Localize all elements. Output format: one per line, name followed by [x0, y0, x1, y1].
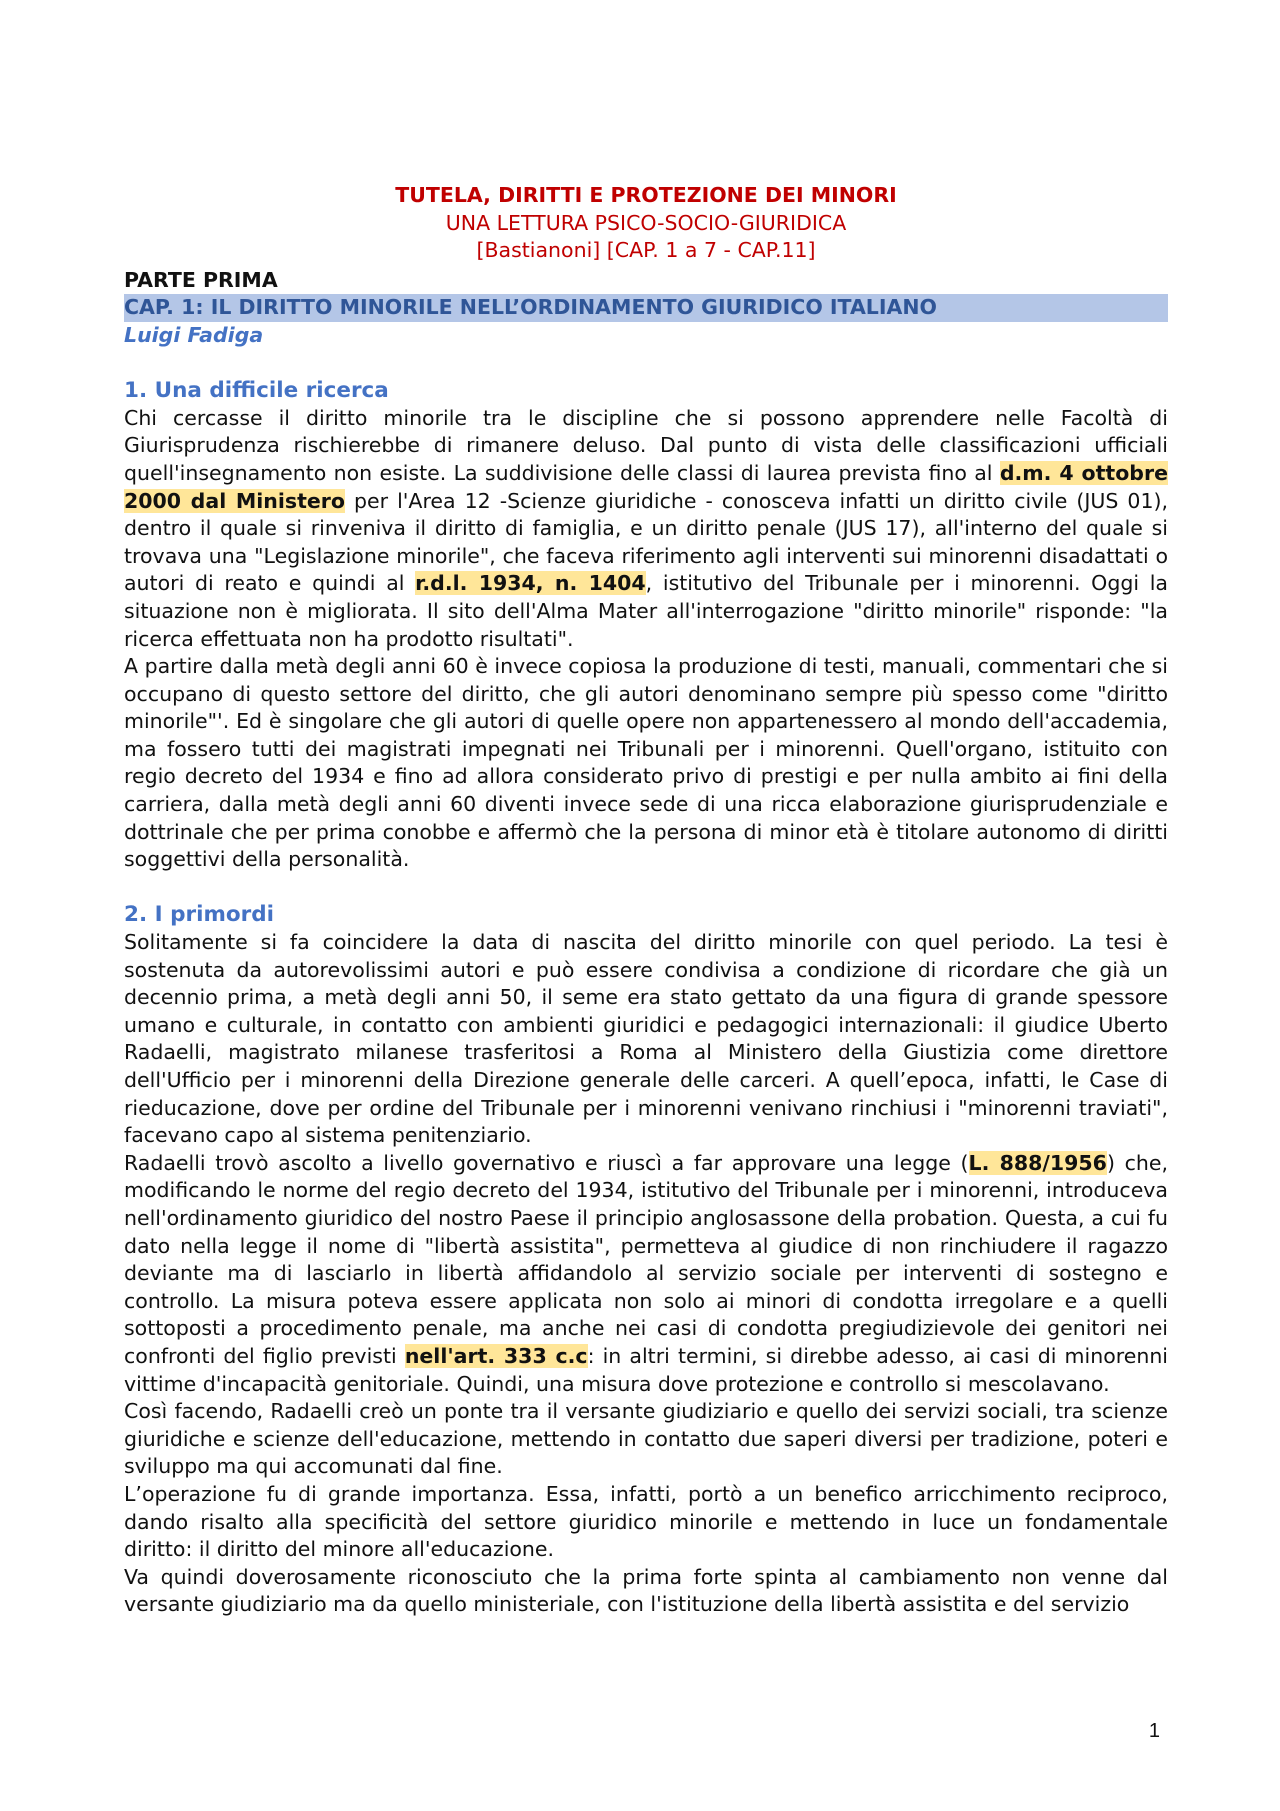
body-paragraph	[124, 1481, 1168, 1564]
sections-container	[124, 377, 1168, 1619]
chapter-author: Luigi Fadiga	[124, 322, 264, 347]
paragraph-text: Va quindi doverosamente riconosciuto che la prima forte spinta al cambiamento non venne dal versante giudiziario ma da quello ministeriale, con l'istituzione della libertà assistita e del servizio	[124, 1564, 1168, 1617]
paragraph-text: , istitutivo del Tribunale per i minorenni. Oggi la situazione non è migliorata. Il sito dell'Alma Mater all'interrogazione "diritto minorile" risponde: "la ricerca effettuata non ha prodotto risultati".	[124, 571, 1168, 651]
body-paragraph	[124, 405, 1168, 653]
legal-reference-highlight: L. 888/1956	[968, 1150, 1107, 1175]
body-paragraph	[124, 929, 1168, 1150]
section-heading: 1. Una difficile ricerca	[124, 378, 389, 404]
paragraph-text: per l'Area 12 -Scienze giuridiche - conosceva infatti un diritto civile (JUS 01), dentro il quale si rinveniva il diritto di famiglia, e un diritto penale (JUS 17), all'interno del quale si trovava una "Legislazione minorile", che faceva riferimento agli interventi sui minorenni disadattati o autori di reato e quindi al	[124, 488, 1169, 596]
document-source: [Bastianoni] [CAP. 1 a 7 - CAP.11]	[476, 238, 816, 263]
legal-reference-highlight: nell'art. 333 c.c	[404, 1343, 588, 1368]
page-number: 1	[1148, 1720, 1160, 1742]
body-paragraph	[124, 653, 1168, 874]
document-page	[124, 182, 1168, 1619]
chapter-heading: CAP. 1: IL DIRITTO MINORILE NELL’ORDINAMENTO GIURIDICO ITALIANO	[124, 294, 1168, 322]
legal-reference-highlight: d.m. 4 ottobre 2000 dal Ministero	[124, 460, 1168, 513]
paragraph-text: Così facendo, Radaelli creò un ponte tra il versante giudiziario e quello dei servizi sociali, tra scienze giuridiche e scienze dell'educazione, mettendo in contatto due saperi diversi per tradizione, poteri e sviluppo ma qui accomunati dal fine.	[124, 1399, 1168, 1479]
body-paragraph	[124, 1398, 1168, 1481]
document-subtitle: UNA LETTURA PSICO-SOCIO-GIURIDICA	[445, 210, 847, 235]
document-title: TUTELA, DIRITTI E PROTEZIONE DEI MINORI	[395, 183, 897, 207]
part-heading: PARTE PRIMA	[124, 267, 278, 292]
title-block	[124, 182, 1168, 265]
paragraph-text: Solitamente si fa coincidere la data di nascita del diritto minorile con quel periodo. La tesi è sostenuta da autorevolissimi autori e può essere condivisa a condizione di ricordare che già un decennio prima, a metà degli anni 50, il seme era stato gettato da una figura di grande spessore umano e culturale, in contatto con ambienti giuridici e pedagogici internazionali: il giudice Uberto Radaelli, magistrato milanese trasferitosi a Roma al Ministero della Giustizia come direttore dell'Ufficio per i minorenni della Direzione generale delle carceri. A quell’epoca, infatti, le Case di rieducazione, dove per ordine del Tribunale per i minorenni venivano rinchiusi i "minorenni traviati", facevano capo al sistema penitenziario.	[124, 930, 1168, 1148]
paragraph-text: ) che, modificando le norme del regio decreto del 1934, istitutivo del Tribunale per i minorenni, introduceva nell'ordinamento giuridico del nostro Paese il principio anglosassone della probation. Questa, a cui fu dato nella legge il nome di "libertà assistita", permetteva al giudice di non rinchiudere il ragazzo deviante ma di lasciarlo in libertà affidandolo al servizio sociale per interventi di sostegno e controllo. La misura poteva essere applicata non solo ai minori di condotta irregolare e a quelli sottoposti a procedimento penale, ma anche nei casi di condotta pregiudizievole dei genitori nei confronti del figlio previsti	[124, 1150, 1168, 1368]
paragraph-text: Chi cercasse il diritto minorile tra le discipline che si possono apprendere nelle Facoltà di Giurisprudenza rischierebbe di rimanere deluso. Dal punto di vista delle classificazioni ufficiali quell'insegnamento non esiste. La suddivisione delle classi di laurea prevista fino al	[124, 405, 1168, 485]
paragraph-text: Radaelli trovò ascolto a livello governativo e riuscì a far approvare una legge (	[124, 1150, 969, 1175]
legal-reference-highlight: r.d.l. 1934, n. 1404	[415, 571, 646, 596]
section-heading: 2. I primordi	[124, 902, 274, 928]
body-paragraph	[124, 1150, 1168, 1398]
paragraph-text: : in altri termini, si direbbe adesso, ai casi di minorenni vittime d'incapacità genitoriale. Quindi, una misura dove protezione e controllo si mescolavano.	[124, 1343, 1169, 1396]
paragraph-text: A partire dalla metà degli anni 60 è invece copiosa la produzione di testi, manuali, commentari che si occupano di questo settore del diritto, che gli autori denominano sempre più spesso come "diritto minorile"'. Ed è singolare che gli autori di quelle opere non appartenessero al mondo dell'accademia, ma fossero tutti dei magistrati impegnati nei Tribunali per i minorenni. Quell'organo, istituito con regio decreto del 1934 e fino ad allora considerato privo di prestigi e per nulla ambito ai fini della carriera, dalla metà degli anni 60 diventi invece sede di una ricca elaborazione giurisprudenziale e dottrinale che per prima conobbe e affermò che la persona di minor età è titolare autonomo di diritti soggettivi della personalità.	[124, 654, 1168, 872]
paragraph-text: L’operazione fu di grande importanza. Essa, infatti, portò a un benefico arricchimento reciproco, dando risalto alla specificità del settore giuridico minorile e mettendo in luce un fondamentale diritto: il diritto del minore all'educazione.	[124, 1481, 1168, 1562]
body-paragraph	[124, 1564, 1168, 1619]
